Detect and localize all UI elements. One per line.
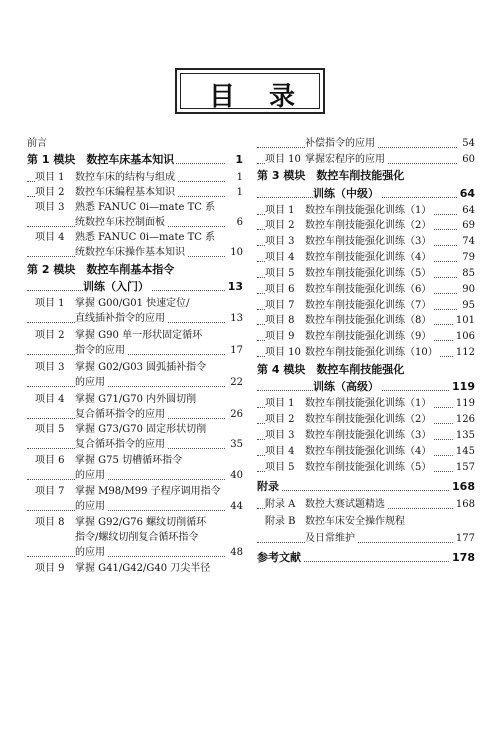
toc-entry-label: 项目 8 [35, 517, 65, 528]
toc-entry-label: 项目 1 [265, 205, 295, 216]
toc-entry-label: 项目 1 [265, 398, 295, 409]
toc-entry-text: 附录 [257, 480, 279, 493]
toc-page-number: 60 [462, 154, 475, 165]
toc-title [175, 68, 325, 114]
dot-leader [27, 377, 225, 387]
toc-page-number: 79 [462, 252, 475, 263]
toc-entry-text: 的应用 [75, 547, 105, 558]
toc-entry-label: 项目 2 [265, 414, 295, 425]
toc-page-number: 112 [455, 347, 475, 358]
dot-leader [27, 547, 225, 557]
toc-page-number: 1 [236, 172, 243, 183]
toc-entry-text: 数控车削技能强化训练（8） [305, 315, 432, 326]
toc-page-number: 22 [230, 377, 243, 388]
toc-page-number: 26 [230, 409, 243, 420]
toc-entry-text: 数控车削技能强化训练（1） [305, 398, 432, 409]
toc-entry-label: 项目 8 [265, 315, 295, 326]
toc-entry-text: 掌握 G90 单一形状固定循环 [75, 330, 203, 341]
toc-entry-text: 复合循环指令的应用 [75, 409, 165, 420]
toc-entry-text: 熟悉 FANUC 0i—mate TC 系 [75, 232, 216, 243]
toc-page-number: 13 [227, 280, 243, 293]
toc-page-number: 35 [230, 439, 243, 450]
toc-entry-text: 统数控车床操作基本知识 [75, 247, 185, 258]
toc-entry-text: 掌握 G41/G42/G40 刀尖半径 [75, 563, 211, 574]
toc-page-number: 74 [462, 236, 475, 247]
toc-entry-label: 项目 6 [265, 284, 295, 295]
toc-entry-text: 数控车削技能强化训练（6） [305, 284, 432, 295]
toc-entry-text: 的应用 [75, 501, 105, 512]
toc-entry-text: 第 3 模块 数控车削技能强化 [257, 169, 405, 182]
toc-page-number: 90 [462, 284, 475, 295]
toc-page-number: 10 [230, 247, 243, 258]
toc-entry-label: 项目 10 [265, 154, 301, 165]
toc-entry-label: 项目 9 [35, 563, 65, 574]
toc-entry-text: 数控车削技能强化训练（5） [305, 268, 432, 279]
toc-entry-text: 指令的应用 [75, 345, 125, 356]
toc-entry-label: 项目 2 [35, 187, 65, 198]
toc-entry-text: 统数控车床控制面板 [75, 217, 165, 228]
toc-entry-label: 项目 3 [35, 362, 65, 373]
toc-entry-text: 掌握 M98/M99 子程序调用指令 [75, 486, 221, 497]
toc-entry-text: 的应用 [75, 377, 105, 388]
dot-leader [27, 470, 225, 480]
toc-entry-text: 熟悉 FANUC 0i—mate TC 系 [75, 202, 216, 213]
toc-page-number: 17 [230, 345, 243, 356]
toc-entry-text: 数控车床编程基本知识 [75, 187, 175, 198]
toc-page-number: 40 [230, 470, 243, 481]
toc-page-number: 177 [455, 533, 475, 544]
toc-page-number: 168 [452, 480, 475, 493]
toc-entry-text: 掌握 G92/G76 螺纹切削循环 [75, 517, 207, 528]
toc-entry-label: 附录 B [265, 516, 296, 527]
toc-entry-text: 掌握宏程序的应用 [305, 154, 385, 165]
toc-entry-label: 项目 1 [35, 172, 65, 183]
toc-page-number: 178 [452, 551, 475, 564]
toc-entry-label: 项目 5 [265, 268, 295, 279]
toc-entry-label: 项目 6 [35, 455, 65, 466]
toc-page-number: 126 [455, 414, 475, 425]
toc-entry-text: 第 1 模块 数控车床基本知识 [27, 153, 175, 166]
toc-entry-label: 项目 7 [35, 486, 65, 497]
toc-entry-text: 掌握 G00/G01 快速定位/ [75, 298, 190, 309]
toc-entry-label: 项目 9 [265, 331, 295, 342]
dot-leader [257, 533, 457, 543]
title-char-2: 录 [269, 82, 296, 112]
toc-entry-text: 数控车削技能强化训练（9） [305, 331, 432, 342]
toc-entry-label: 项目 3 [265, 430, 295, 441]
toc-entry-label: 项目 1 [35, 298, 65, 309]
toc-entry-text: 训练（入门） [83, 280, 149, 293]
toc-entry-label: 项目 4 [265, 446, 295, 457]
toc-entry-text: 掌握 G73/G70 固定形状切削 [75, 424, 207, 435]
toc-entry-text: 数控大赛试题精选 [305, 499, 385, 510]
toc-entry-text: 及日常维护 [305, 533, 355, 544]
toc-entry-label: 项目 3 [265, 236, 295, 247]
toc-entry-text: 数控车削技能强化训练（4） [305, 446, 432, 457]
toc-entry-text: 数控车削技能强化训练（7） [305, 300, 432, 311]
toc-page-number: 54 [462, 138, 475, 149]
toc-entry-text: 训练（高级） [313, 380, 379, 393]
toc-page-number: 44 [230, 501, 243, 512]
toc-page-number: 119 [452, 380, 475, 393]
toc-entry-text: 训练（中级） [313, 187, 379, 200]
toc-page-number: 95 [462, 300, 475, 311]
toc-entry-label: 项目 3 [35, 202, 65, 213]
toc-entry-text: 数控车削技能强化训练（4） [305, 252, 432, 263]
toc-entry-label: 附录 A [265, 499, 296, 510]
toc-entry-text: 掌握 G02/G03 圆弧插补指令 [75, 362, 207, 373]
toc-entry-text: 数控车削技能强化训练（1） [305, 205, 432, 216]
toc-entry-label: 项目 5 [265, 462, 295, 473]
toc-page-number: 1 [235, 153, 243, 166]
toc-page-number: 1 [236, 187, 243, 198]
toc-entry-label: 项目 5 [35, 424, 65, 435]
toc-entry-label: 项目 7 [265, 300, 295, 311]
toc-entry-label: 项目 4 [265, 252, 295, 263]
toc-page-number: 101 [455, 315, 475, 326]
toc-entry-label: 项目 4 [35, 232, 65, 243]
toc-page-number: 106 [455, 331, 475, 342]
toc-entry-text: 数控车削技能强化训练（10） [305, 347, 438, 358]
toc-page-number: 119 [455, 398, 475, 409]
toc-entry-label: 项目 4 [35, 394, 65, 405]
toc-page-number: 69 [462, 220, 475, 231]
toc-page-number: 157 [455, 462, 475, 473]
toc-page-number: 145 [455, 446, 475, 457]
toc-entry-label: 项目 2 [265, 220, 295, 231]
toc-entry-text: 直线插补指令的应用 [75, 313, 165, 324]
toc-page-number: 85 [462, 268, 475, 279]
toc-entry-text: 掌握 G75 切槽循环指令 [75, 455, 183, 466]
toc-entry-text: 数控车床安全操作规程 [305, 516, 405, 527]
dot-leader [257, 481, 457, 491]
toc-entry-text: 掌握 G71/G70 内外圆切削 [75, 394, 197, 405]
toc-entry-text: 第 4 模块 数控车削技能强化 [257, 363, 405, 376]
toc-page-number: 6 [236, 217, 243, 228]
toc-entry-text: 数控车削技能强化训练（3） [305, 430, 432, 441]
toc-entry-text: 的应用 [75, 470, 105, 481]
toc-entry-text: 数控车削技能强化训练（3） [305, 236, 432, 247]
toc-page-number: 168 [455, 499, 475, 510]
toc-entry-text: 第 2 模块 数控车削基本指令 [27, 263, 175, 276]
toc-entry-text: 指令/螺纹切削复合循环指令 [75, 532, 199, 543]
toc-entry-text: 数控车床的结构与组成 [75, 172, 175, 183]
toc-entry-text: 数控车削技能强化训练（5） [305, 462, 432, 473]
toc-page-number: 48 [230, 547, 243, 558]
toc-page-number: 64 [462, 205, 475, 216]
toc-page-number: 64 [459, 187, 475, 200]
toc-entry-text: 补偿指令的应用 [305, 138, 375, 149]
dot-leader [27, 501, 225, 511]
title-char-1: 目 [209, 82, 236, 112]
toc-entry-label: 项目 10 [265, 347, 301, 358]
toc-entry-text: 数控车削技能强化训练（2） [305, 414, 432, 425]
toc-page-number: 13 [230, 313, 243, 324]
toc-entry-text: 复合循环指令的应用 [75, 439, 165, 450]
toc-entry-text: 数控车削技能强化训练（2） [305, 220, 432, 231]
toc-entry-label: 项目 2 [35, 330, 65, 341]
toc-entry-text: 参考文献 [257, 551, 301, 564]
toc-page-number: 135 [455, 430, 475, 441]
title-frame [175, 68, 325, 114]
toc-entry-text: 前言 [27, 138, 47, 149]
